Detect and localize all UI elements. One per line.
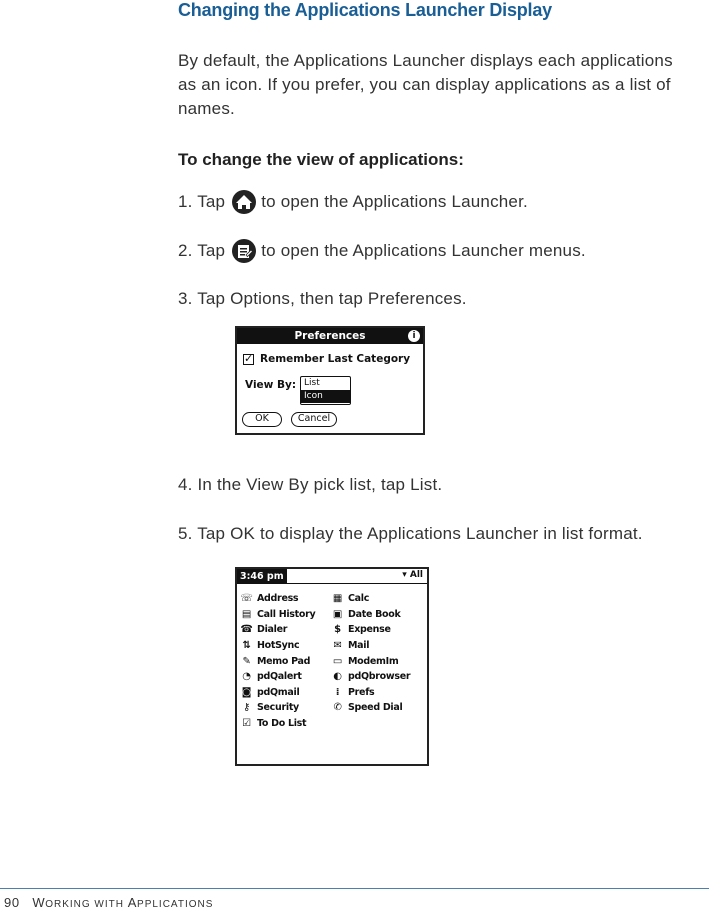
app-calc[interactable]: ▦ Calc bbox=[332, 593, 370, 605]
key-icon: ⚷ bbox=[242, 702, 251, 714]
pdqmail-icon: ◙ bbox=[241, 686, 252, 698]
dialer-icon: ☎ bbox=[240, 624, 253, 636]
call-history-icon: ▤ bbox=[241, 608, 252, 620]
page-footer bbox=[4, 895, 213, 910]
step-5: 5. Tap OK to display the Applications Launcher in list format. bbox=[178, 524, 643, 543]
step-2-text-pre: 2. Tap bbox=[178, 241, 226, 260]
app-modemim[interactable]: ▭ ModemIm bbox=[332, 655, 399, 667]
launcher-title-bar bbox=[237, 569, 427, 584]
cancel-button[interactable]: Cancel bbox=[291, 412, 337, 427]
datebook-icon: ▣ bbox=[332, 608, 343, 620]
hotsync-icon: ⇅ bbox=[242, 640, 251, 652]
app-dialer[interactable]: ☎ Dialer bbox=[240, 624, 288, 636]
procedure-heading: To change the view of applications: bbox=[178, 150, 464, 169]
step-1 bbox=[178, 189, 528, 215]
launcher-left-column bbox=[240, 591, 315, 731]
expense-icon: $ bbox=[334, 624, 341, 636]
mail-icon: ✉ bbox=[333, 640, 342, 652]
app-memo-pad[interactable]: ✎ Memo Pad bbox=[240, 653, 315, 669]
calc-icon: ▦ bbox=[332, 593, 343, 605]
menu-icon bbox=[231, 238, 257, 264]
page-number: 90 bbox=[4, 895, 20, 910]
preferences-title-bar bbox=[237, 328, 423, 344]
app-date-book[interactable]: ▣ Date Book bbox=[332, 608, 401, 620]
category-picker[interactable]: ▾ All bbox=[402, 570, 423, 580]
app-mail[interactable]: ✉ Mail bbox=[331, 638, 410, 654]
app-speed-dial[interactable]: ✆ Speed Dial bbox=[331, 700, 410, 716]
launcher-time[interactable]: 3:46 pm bbox=[237, 569, 287, 584]
section-heading: Changing the Applications Launcher Display bbox=[178, 0, 552, 20]
phone-icon: ☏ bbox=[240, 593, 253, 605]
launcher-right-column bbox=[331, 591, 410, 716]
picklist-option-list[interactable]: List bbox=[304, 378, 320, 388]
ok-button[interactable]: OK bbox=[242, 412, 282, 427]
preferences-title: Preferences bbox=[294, 330, 366, 342]
footer-rule bbox=[0, 888, 709, 889]
modem-icon: ▭ bbox=[332, 655, 343, 667]
step-2 bbox=[178, 238, 586, 264]
step-4: 4. In the View By pick list, tap List. bbox=[178, 475, 443, 494]
speeddial-icon: ✆ bbox=[333, 702, 342, 714]
app-to-do-list[interactable]: ☑ To Do List bbox=[240, 716, 315, 732]
applications-launcher-list bbox=[235, 567, 429, 766]
intro-paragraph: By default, the Applications Launcher displays each applications as an icon. If you prefer, you can display applications as a list of names. bbox=[178, 51, 673, 118]
prefs-icon: ⁞ bbox=[335, 686, 340, 698]
view-by-picklist[interactable] bbox=[300, 376, 351, 405]
browser-icon: ◐ bbox=[333, 671, 342, 683]
app-pdqalert[interactable]: ◔ pdQalert bbox=[240, 669, 315, 685]
picklist-option-icon[interactable]: Icon bbox=[301, 390, 350, 403]
app-pdqmail[interactable]: ◙ pdQmail bbox=[241, 686, 300, 698]
memo-icon: ✎ bbox=[242, 655, 251, 667]
checkbox-checked-icon[interactable]: ✓ bbox=[244, 351, 254, 365]
home-icon bbox=[231, 189, 257, 215]
info-icon[interactable]: i bbox=[408, 330, 420, 342]
app-hotsync[interactable]: ⇅ HotSync bbox=[240, 638, 315, 654]
step-2-text-post: to open the Applications Launcher menus. bbox=[261, 241, 586, 260]
step-1-text-post: to open the Applications Launcher. bbox=[261, 192, 528, 211]
todo-icon: ☑ bbox=[242, 718, 251, 730]
app-prefs[interactable]: ⁞ Prefs bbox=[331, 685, 410, 701]
app-security[interactable]: ⚷ Security bbox=[240, 700, 315, 716]
view-by-label: View By: bbox=[245, 379, 297, 391]
step-1-text-pre: 1. Tap bbox=[178, 192, 226, 211]
remember-last-category-row[interactable] bbox=[243, 353, 410, 365]
pdqalert-icon: ◔ bbox=[242, 671, 251, 683]
app-pdqbrowser[interactable]: ◐ pdQbrowser bbox=[331, 669, 410, 685]
step-3: 3. Tap Options, then tap Preferences. bbox=[178, 289, 467, 308]
app-call-history[interactable]: ▤ Call History bbox=[241, 608, 316, 620]
preferences-dialog bbox=[235, 326, 425, 435]
app-expense[interactable]: $ Expense bbox=[331, 622, 410, 638]
remember-last-category-label: Remember Last Category bbox=[260, 353, 411, 365]
app-address[interactable]: ☏ Address bbox=[240, 593, 299, 605]
section-title: WORKING WITH APPLICATIONS bbox=[32, 895, 214, 910]
